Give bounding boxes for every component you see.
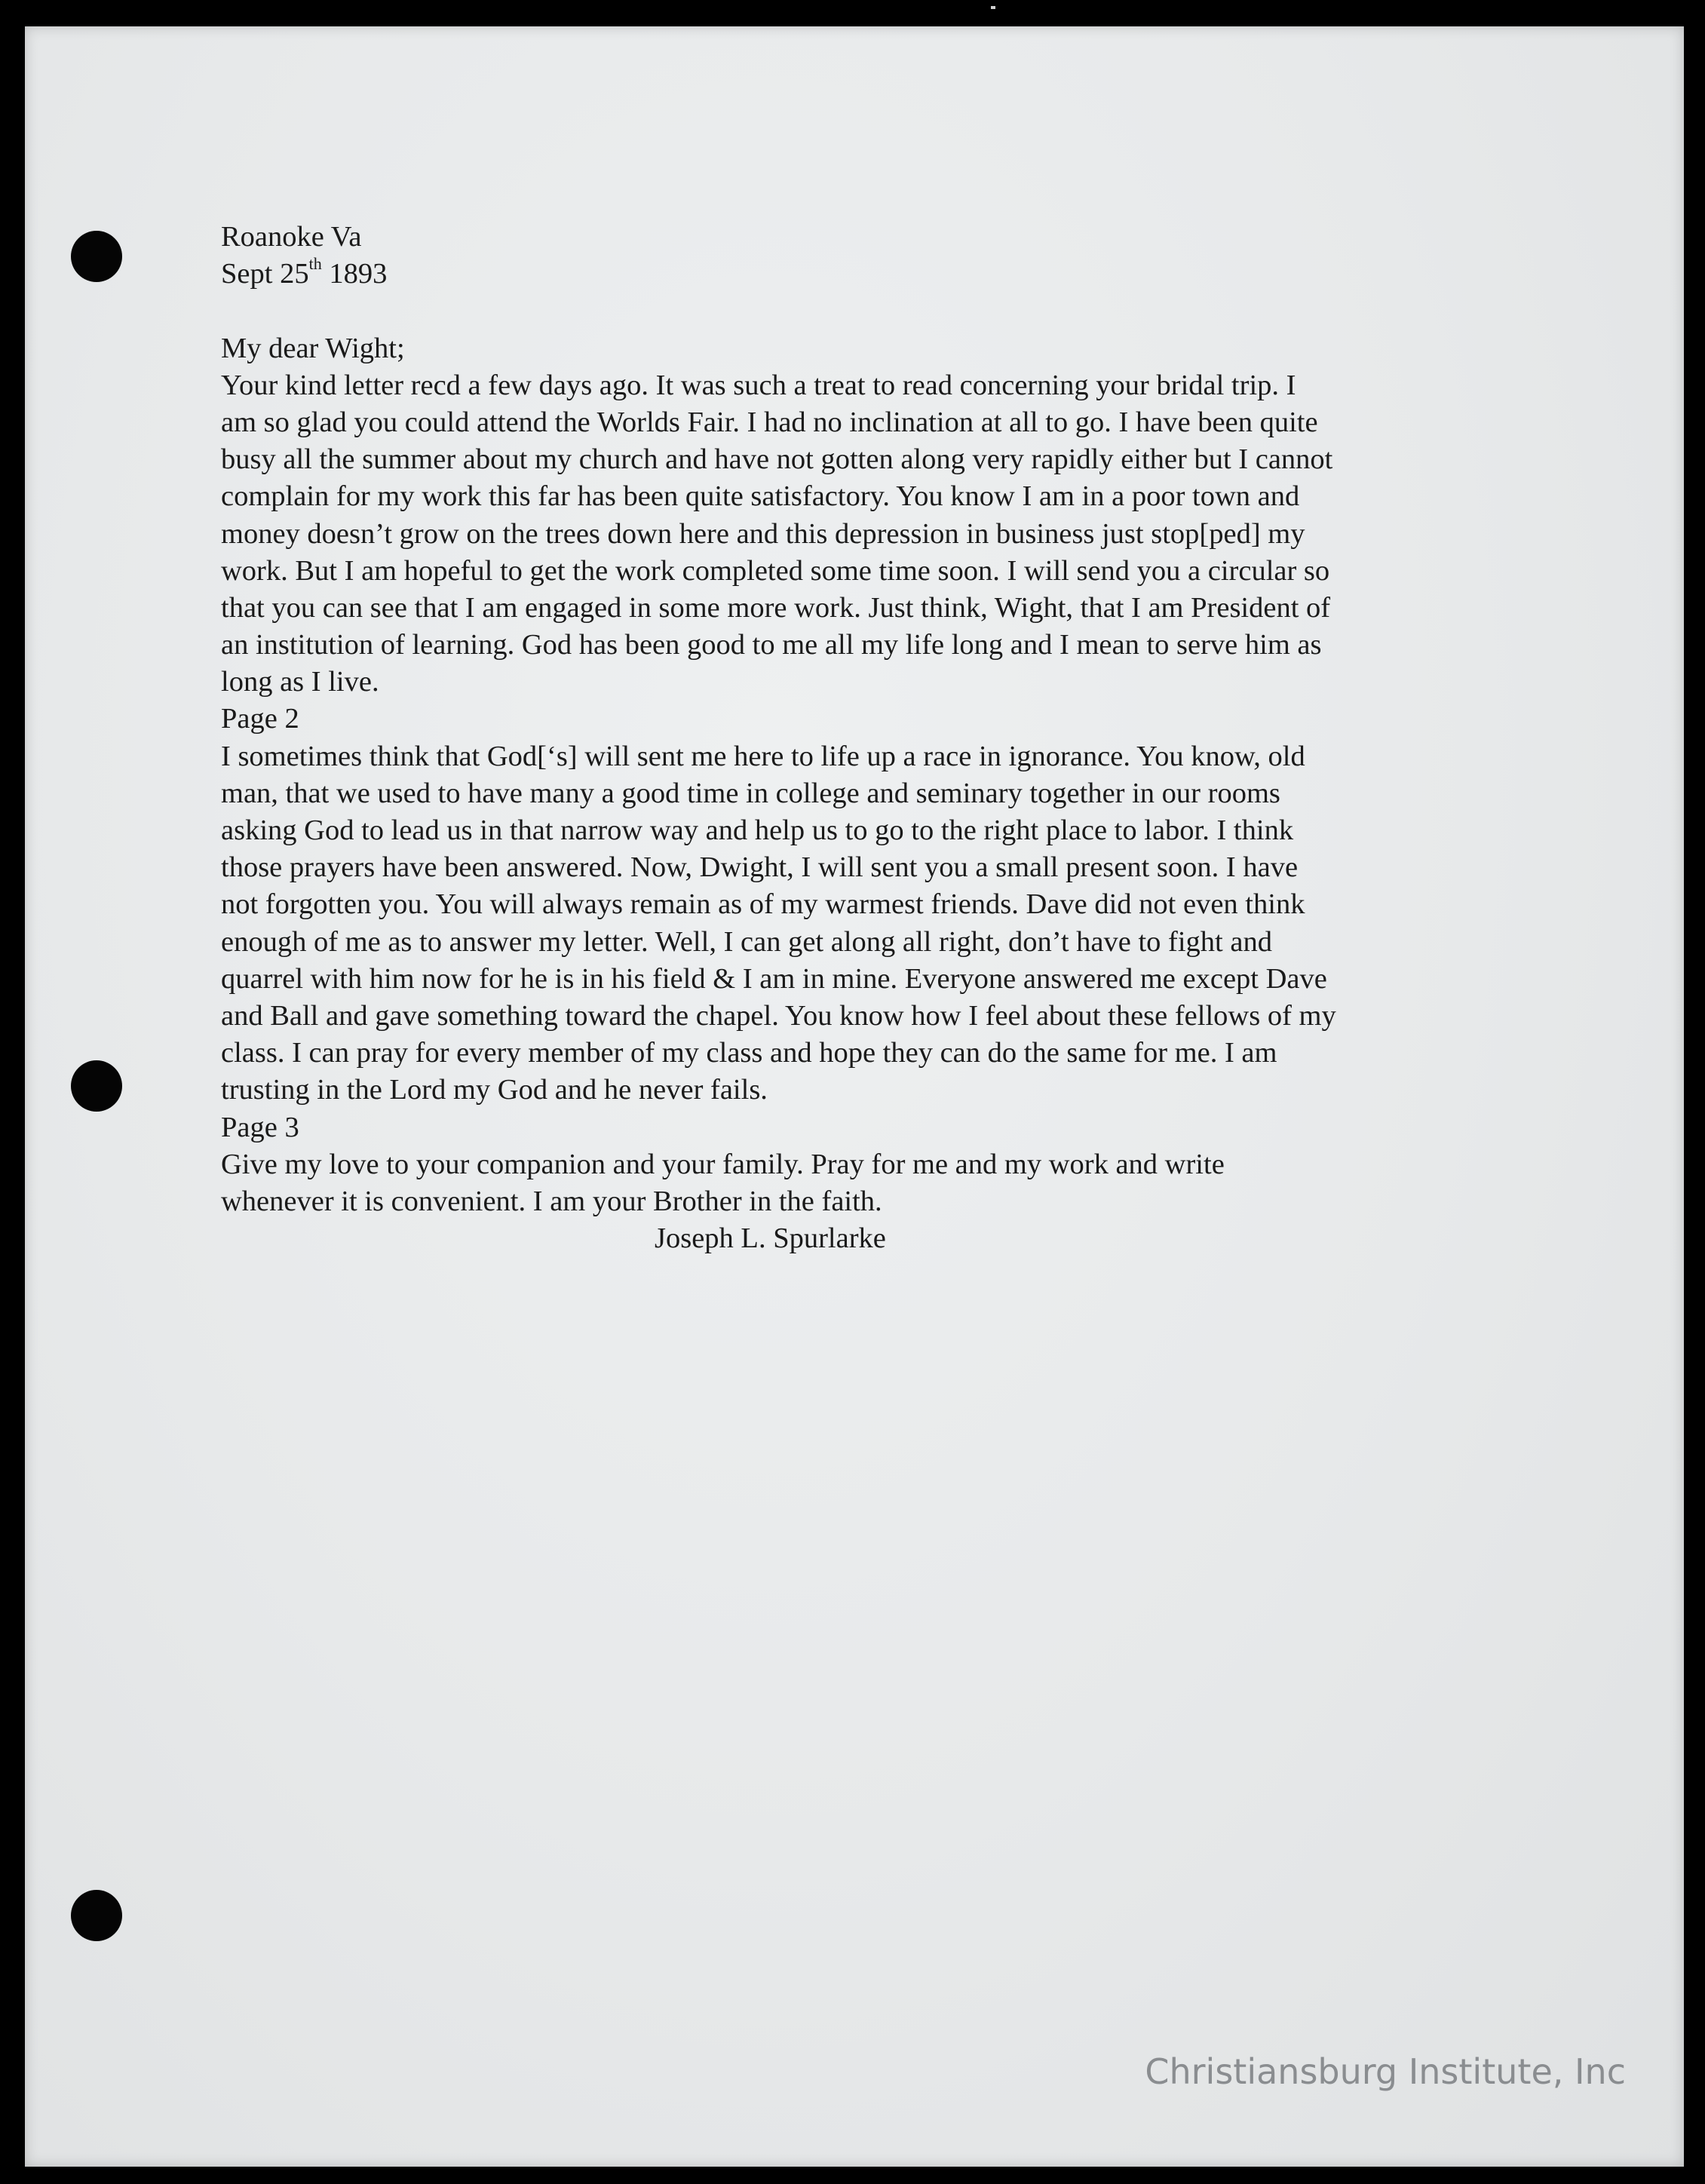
date-ordinal: th [308, 254, 322, 274]
paragraph-line: Give my love to your companion and your family. Pray for me and my work and write [221, 1148, 1225, 1180]
punch-hole-middle [71, 1060, 122, 1112]
paragraph-line: those prayers have been answered. Now, Dwight, I will sent you a small present soon. I have [221, 851, 1299, 884]
watermark: Christiansburg Institute, Inc [1145, 2051, 1626, 2092]
punch-hole-top [71, 231, 122, 282]
signature: Joseph L. Spurlarke [655, 1222, 886, 1255]
paragraph-line: not forgotten you. You will always remain as of my warmest friends. Dave did not even think [221, 888, 1305, 921]
paragraph-line: I sometimes think that God[‘s] will sent me here to life up a race in ignorance. You know, old [221, 740, 1305, 772]
letter-body [221, 219, 1548, 1257]
paragraph-line: asking God to lead us in that narrow way and help us to go to the right place to labor. I think [221, 814, 1294, 846]
paragraph-line: quarrel with him now for he is in his field & I am in mine. Everyone answered me except Dave [221, 962, 1327, 995]
paragraph-line: trusting in the Lord my God and he never fails. [221, 1074, 768, 1106]
scan-artifact [991, 6, 995, 9]
salutation: My dear Wight; [221, 332, 405, 364]
blank-line [221, 293, 1548, 330]
letter-place: Roanoke Va [221, 221, 362, 253]
paragraph-line: that you can see that I am engaged in some more work. Just think, Wight, that I am President of [221, 591, 1331, 624]
paragraph-line: long as I live. [221, 666, 379, 698]
paragraph-line: complain for my work this far has been quite satisfactory. You know I am in a poor town and [221, 480, 1300, 513]
paragraph-line: busy all the summer about my church and have not gotten along very rapidly either but I cannot [221, 443, 1333, 476]
paragraph-line: am so glad you could attend the Worlds Fair. I had no inclination at all to go. I have been quite [221, 406, 1318, 438]
paragraph-line: class. I can pray for every member of my class and hope they can do the same for me. I am [221, 1037, 1277, 1069]
date-day: Sept 25 [221, 258, 309, 290]
paragraph-line: an institution of learning. God has been good to me all my life long and I mean to serve him as [221, 629, 1322, 661]
paragraph-line: man, that we used to have many a good time in college and seminary together in our rooms [221, 777, 1280, 809]
paragraph-line: Your kind letter recd a few days ago. It was such a treat to read concerning your bridal trip. I [221, 369, 1296, 401]
date-year: 1893 [329, 258, 388, 290]
punch-hole-bottom [71, 1890, 122, 1941]
paragraph-line: enough of me as to answer my letter. Well, I can get along all right, don’t have to fight and [221, 925, 1272, 958]
paragraph-line: whenever it is convenient. I am your Brother in the faith. [221, 1185, 882, 1217]
letter-date [221, 256, 1548, 293]
paragraph-line: work. But I am hopeful to get the work completed some time soon. I will send you a circular so [221, 554, 1330, 587]
paragraph-line: and Ball and gave something toward the chapel. You know how I feel about these fellows of my [221, 999, 1336, 1032]
page-3-label: Page 3 [221, 1111, 299, 1143]
page-2-label: Page 2 [221, 703, 299, 735]
paragraph-line: money doesn’t grow on the trees down here and this depression in business just stop[ped] my [221, 517, 1305, 550]
